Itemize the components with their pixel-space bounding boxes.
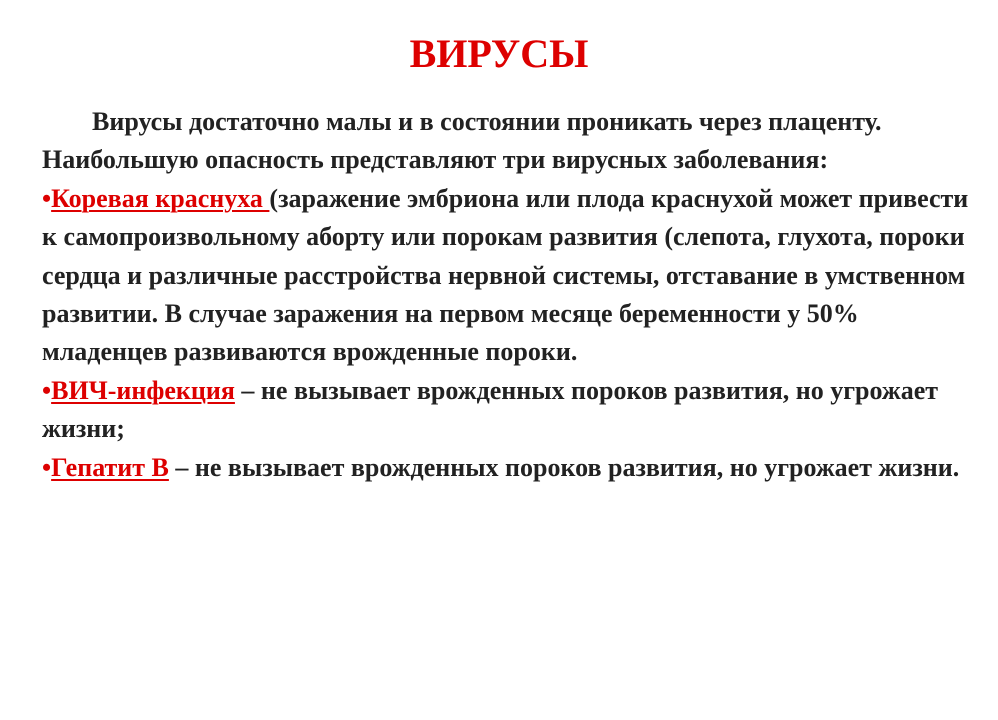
term-hepatitis-b: Гепатит В [51,452,169,482]
bullet-marker: • [42,183,52,213]
intro-paragraph: Вирусы достаточно малы и в состоянии проникать через плаценту. Наибольшую опасность представляют три вирусных заболевания: [42,107,882,175]
term-hiv: ВИЧ-инфекция [51,375,235,405]
bullet-item-hiv [42,372,977,449]
item-text-hepatitis-b: – не вызывает врожденных пороков развития, но угрожает жизни. [168,452,960,482]
bullet-marker: • [42,452,52,482]
bullet-item-hepatitis-b [42,449,977,487]
bullet-marker: • [42,375,52,405]
bullet-item-rubella [42,180,977,372]
item-text-rubella: (заражение эмбриона или плода краснухой может привести к самопроизвольному аборту или порокам развития (слепота, глухота, пороки сердца и различные расстройства нервной системы, отставание в умственном развитии. В случае заражения на первом месяце беременности у 50% младенцев развиваются врожденные пороки. [42,183,969,367]
slide-body [42,103,977,487]
slide-title: ВИРУСЫ [409,31,589,76]
term-rubella: Коревая краснуха [51,183,270,213]
item-text-hiv: – не вызывает врожденных пороков развития, но угрожает жизни; [42,375,939,444]
